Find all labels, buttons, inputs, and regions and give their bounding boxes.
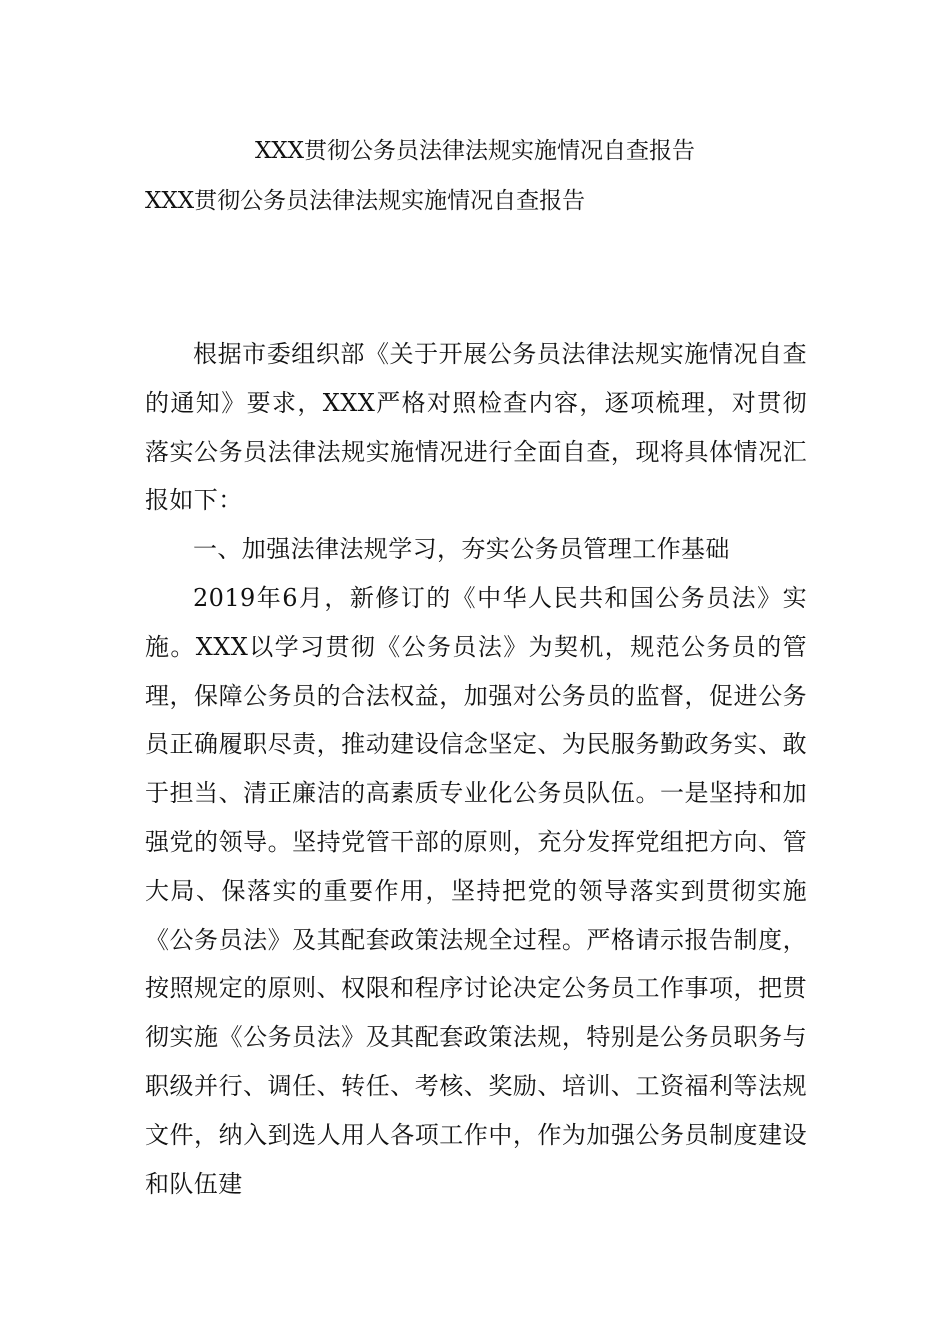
document-title-centered: XXX贯彻公务员法律法规实施情况自查报告 <box>254 138 696 164</box>
paragraph-section-1: 2019年6月，新修订的《中华人民共和国公务员法》实施。XXX以学习贯彻《公务员法》为契机，规范公务员的管理，保障公务员的合法权益，加强对公务员的监督，促进公务员正确履职尽责，推动建设信念坚定、为民服务勤政务实、敢于担当、清正廉洁的高素质专业化公务员队伍。一是坚持和加强党的领导。坚持党管干部的原则，充分发挥党组把方向、管大局、保落实的重要作用，坚持把党的领导落实到贯彻实施《公务员法》及其配套政策法规全过程。严格请示报告制度，按照规定的原则、权限和程序讨论决定公务员工作事项，把贯彻实施《公务员法》及其配套政策法规，特别是公务员职务与职级并行、调任、转任、考核、奖励、培训、工资福利等法规文件，纳入到选人用人各项工作中，作为加强公务员制度建设和队伍建 <box>145 583 807 1198</box>
document-title-left: XXX贯彻公务员法律法规实施情况自查报告 <box>145 188 586 214</box>
paragraph-intro: 根据市委组织部《关于开展公务员法律法规实施情况自查的通知》要求，XXX严格对照检查内容，逐项梳理，对贯彻落实公务员法律法规实施情况进行全面自查，现将具体情况汇报如下： <box>145 340 807 515</box>
section-heading-1: 一、加强法律法规学习，夯实公务员管理工作基础 <box>193 535 730 564</box>
document-body <box>145 330 807 1208</box>
